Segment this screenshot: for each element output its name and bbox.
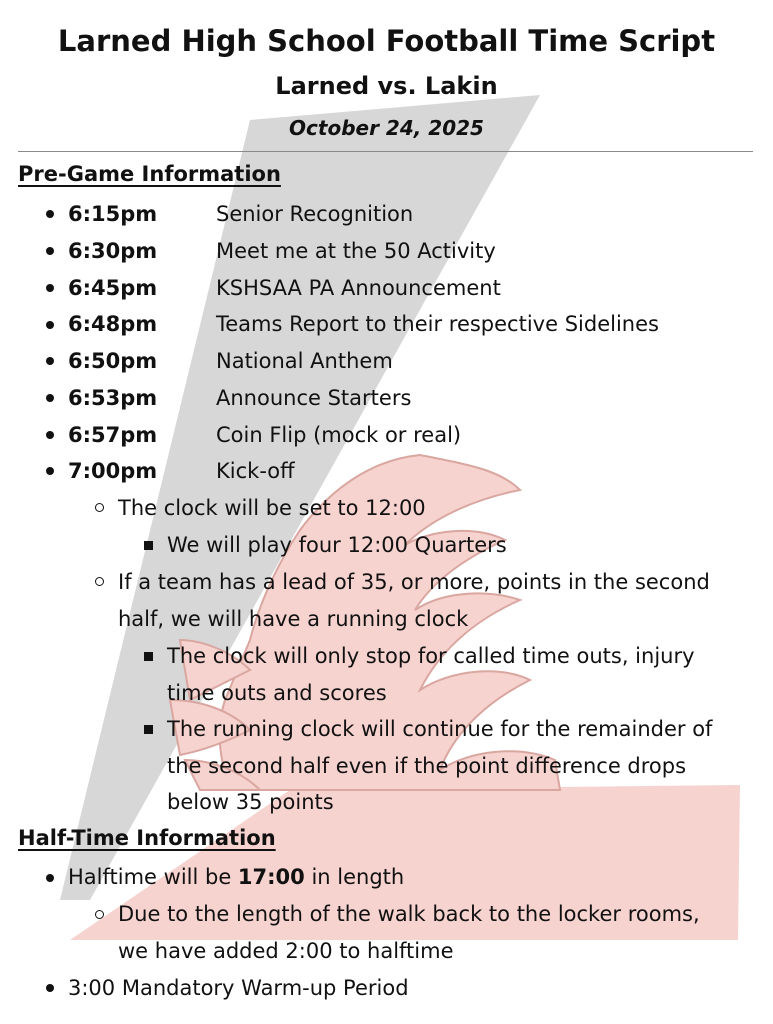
bullet-icon [46,210,54,218]
quarters-note: We will play four 12:00 Quarters [167,533,507,557]
walk-note: Due to the length of the walk back to the locker rooms, we have added 2:00 to halftime [118,902,700,963]
schedule-event: Teams Report to their respective Sidelines [216,312,659,336]
schedule-event: National Anthem [216,349,393,373]
continue-note: The running clock will continue for the remainder of the second half even if the point difference drops below 35 points [167,717,713,814]
schedule-time: 6:30pm [68,239,158,263]
bullet-icon [46,467,54,475]
halftime-length-value: 17:00 [237,865,305,889]
warmup-note: 3:00 Mandatory Warm-up Period [68,976,409,1000]
bullet-icon [46,984,54,992]
schedule-event: Kick-off [216,459,295,483]
bullet-icon [46,247,54,255]
bullet-icon [46,394,54,402]
halftime-length [68,859,728,896]
schedule-time: 6:15pm [68,202,158,226]
running-clock-note: If a team has a lead of 35, or more, points in the second half, we will have a running clock [118,570,710,631]
schedule-event: Meet me at the 50 Activity [216,239,496,263]
schedule-time: 6:53pm [68,386,158,410]
schedule-time: 6:50pm [68,349,158,373]
clock-note: The clock will be set to 12:00 [118,496,426,520]
square-bullet-icon [144,541,153,550]
matchup-subtitle: Larned vs. Lakin [275,72,498,100]
schedule-time: 6:45pm [68,276,158,300]
schedule-event: Coin Flip (mock or real) [216,423,462,447]
schedule-event: Senior Recognition [216,202,414,226]
halftime-heading: Half-Time Information [18,826,276,850]
sub-bullet-icon [95,503,104,512]
bullet-icon [46,431,54,439]
schedule-time: 6:57pm [68,423,158,447]
square-bullet-icon [144,652,153,661]
bullet-icon [46,874,54,882]
schedule-time: 7:00pm [68,459,158,483]
sub-bullet-icon [95,577,104,586]
schedule-time: 6:48pm [68,312,158,336]
bullet-icon [46,284,54,292]
header-divider [18,151,753,152]
halftime-length-suffix: in length [304,865,405,889]
sub-bullet-icon [95,910,104,919]
schedule-event: Announce Starters [216,386,412,410]
document-title: Larned High School Football Time Script [57,24,716,58]
halftime-length-prefix: Halftime will be [68,865,238,889]
bullet-icon [46,357,54,365]
schedule-event: KSHSAA PA Announcement [216,276,501,300]
pregame-heading: Pre-Game Information [18,162,281,186]
game-date: October 24, 2025 [289,116,484,140]
bullet-icon [46,321,54,329]
stop-note: The clock will only stop for called time outs, injury time outs and scores [167,644,695,705]
square-bullet-icon [144,725,153,734]
